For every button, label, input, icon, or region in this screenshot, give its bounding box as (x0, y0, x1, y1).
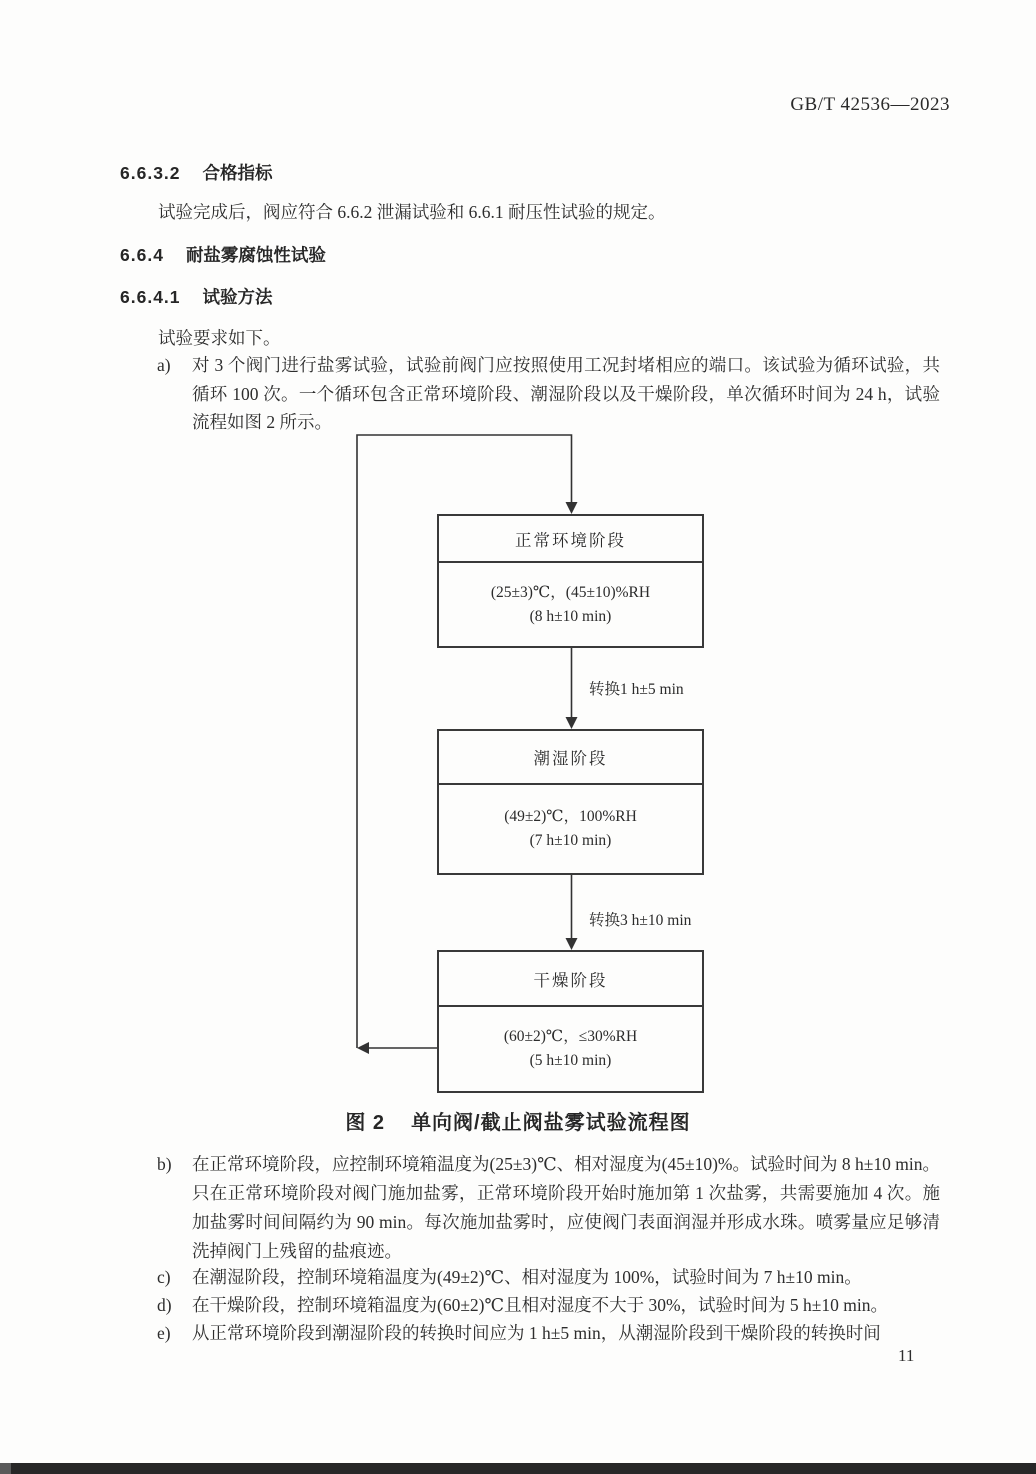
flow-node-detail (439, 785, 702, 873)
list-item-text: 在干燥阶段，控制环境箱温度为(60±2)℃且相对湿度不大于 30%，试验时间为 5 h±10 min。 (192, 1295, 888, 1315)
flow-node-damp-stage (437, 729, 704, 875)
flow-node-title: 潮湿阶段 (439, 731, 702, 785)
arrow-down-into-damp-stage (566, 717, 578, 729)
figure-caption (0, 1106, 1036, 1135)
flow-node-condition: (25±3)℃，(45±10)%RH (490, 583, 651, 601)
arrow-down-into-normal-stage (566, 502, 578, 514)
page-number: 11 (898, 1346, 915, 1365)
list-item-a (157, 351, 940, 437)
arrow-left-loop-back (357, 1042, 369, 1054)
list-item-label: c) (157, 1267, 171, 1287)
scan-bottom-bar (0, 1463, 1036, 1474)
flow-node-normal-stage (437, 514, 704, 648)
section-number: 6.6.3.2 (120, 163, 181, 183)
section-title: 耐盐雾腐蚀性试验 (185, 245, 326, 265)
transition-label-1: 转换1 h±5 min (589, 681, 684, 698)
list-item-label: b) (157, 1154, 172, 1174)
list-item-label: e) (157, 1323, 171, 1343)
section-heading-6.6.4.1 (120, 284, 273, 309)
section-title: 合格指标 (202, 163, 273, 183)
list-item-label: a) (157, 355, 171, 375)
section-number: 6.6.4.1 (120, 287, 181, 307)
flow-node-dry-stage (437, 950, 704, 1093)
paragraph-6.6.3.2: 试验完成后，阀应符合 6.6.2 泄漏试验和 6.6.1 耐压性试验的规定。 (158, 202, 666, 222)
list-item-text: 对 3 个阀门进行盐雾试验，试验前阀门应按照使用工况封堵相应的端口。该试验为循环试验，共循环 100 次。一个循环包含正常环境阶段、潮湿阶段以及干燥阶段，单次循环时间为 24 h，试验流程如图 2 所示。 (192, 355, 940, 432)
list-item-d (157, 1291, 940, 1320)
figure-2-flowchart (0, 430, 1036, 1140)
list-item-text: 在正常环境阶段，应控制环境箱温度为(25±3)℃、相对湿度为(45±10)%。试验时间为 8 h±10 min。只在正常环境阶段对阀门施加盐雾，正常环境阶段开始时施加第 1 次盐雾，共需要施加 4 次。施加盐雾时间间隔约为 90 min。每次施加盐雾时，应使阀门表面润湿并形成水珠。喷雾量应足够清洗掉阀门上残留的盐痕迹。 (192, 1154, 940, 1261)
flow-node-duration: (5 h±10 min) (529, 1052, 612, 1069)
flow-node-condition: (49±2)℃，100%RH (504, 808, 637, 825)
section-heading-6.6.3.2 (120, 160, 273, 185)
flow-node-duration: (7 h±10 min) (529, 832, 612, 849)
flow-node-duration: (8 h±10 min) (529, 607, 612, 625)
flow-node-detail (439, 1007, 702, 1091)
intro-line: 试验要求如下。 (158, 328, 281, 348)
list-item-c (157, 1263, 940, 1292)
list-item-text: 在潮湿阶段，控制环境箱温度为(49±2)℃、相对湿度为 100%，试验时间为 7 h±10 min。 (192, 1267, 862, 1287)
standard-code: GB/T 42536—2023 (790, 94, 950, 115)
list-item-e (157, 1319, 940, 1348)
figure-caption-title: 单向阀/截止阀盐雾试验流程图 (411, 1112, 691, 1134)
section-number: 6.6.4 (120, 245, 164, 265)
flow-node-title: 干燥阶段 (439, 952, 702, 1007)
arrow-down-into-dry-stage (566, 938, 578, 950)
section-heading-6.6.4 (120, 242, 326, 267)
flow-node-title: 正常环境阶段 (439, 516, 702, 563)
section-title: 试验方法 (202, 287, 273, 307)
flow-node-detail (439, 563, 702, 646)
list-item-text: 从正常环境阶段到潮湿阶段的转换时间应为 1 h±5 min，从潮湿阶段到干燥阶段的转换时间 (192, 1323, 881, 1343)
figure-caption-number: 图 2 (345, 1112, 386, 1134)
list-item-b (157, 1150, 940, 1266)
list-item-label: d) (157, 1295, 172, 1315)
scan-bottom-bar-notch (0, 1463, 11, 1474)
flow-node-condition: (60±2)℃，≤30%RH (503, 1028, 638, 1045)
transition-label-2: 转换3 h±10 min (589, 912, 692, 929)
